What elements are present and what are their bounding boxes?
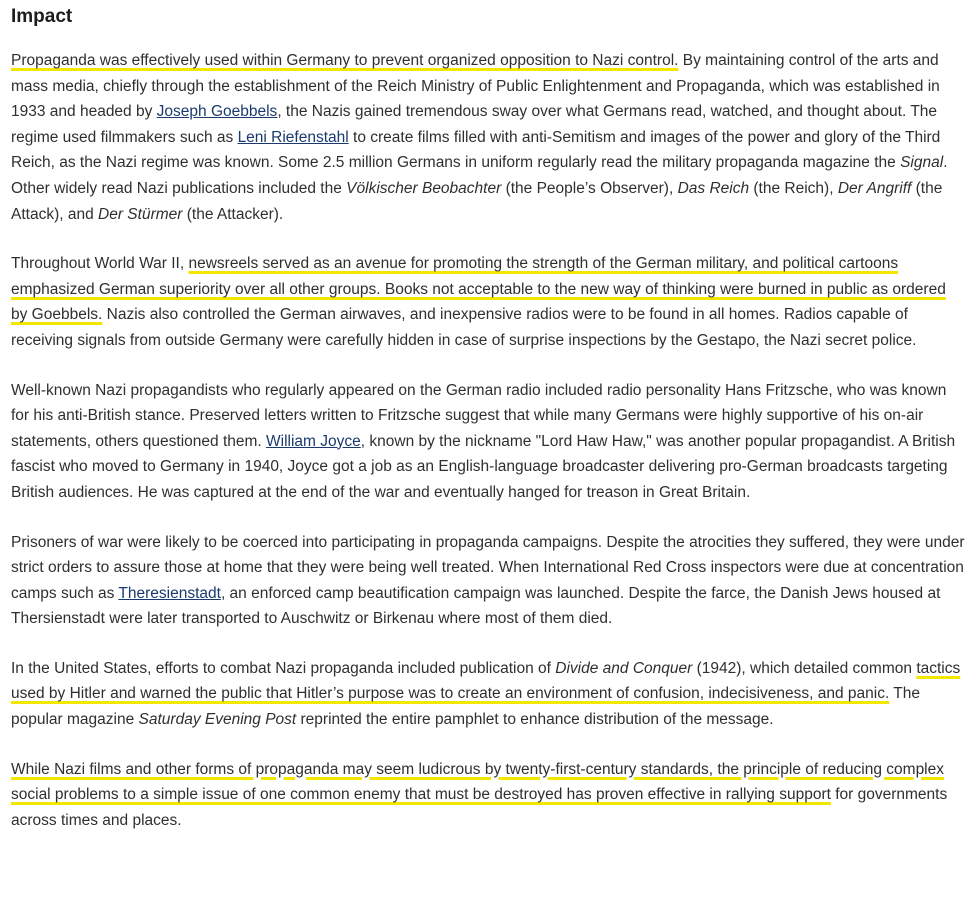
italic-title: Völkischer Beobachter (346, 179, 502, 197)
italic-title: Signal (900, 154, 944, 172)
text: , the Nazis gained tremendous sway over what Germans read, watched, and thought about. The regime used filmmakers such as (11, 103, 938, 146)
highlight: While Nazi films and other forms of propaganda may seem ludicrous by twenty-first-century standards, the principle of reducing complex social problems to a simple issue of one common enemy that must be destroyed has proven effective in rallying support (11, 760, 944, 804)
text: reprinted the entire pamphlet to enhance distribution of the message. (296, 711, 774, 729)
text: (1942), which detailed common (692, 659, 917, 677)
text: , known by the nickname "Lord Haw Haw," was another popular propagandist. A British fascist who moved to Germany in 1940, Joyce got a job as an English-language broadcaster delivering pro-German broadcasts targeting British audiences. He was captured at the end of the war and eventually hanged for treason in Great Britain. (11, 432, 956, 501)
paragraph-4 (11, 530, 965, 632)
text: for governments across times and places. (11, 786, 948, 829)
italic-title: Saturday Evening Post (138, 711, 297, 729)
text: In the United States, efforts to combat Nazi propaganda included publication of (11, 659, 556, 677)
highlight: Propaganda was effectively used within Germany to prevent organized opposition to Nazi control. (11, 52, 679, 69)
text: . Other widely read Nazi publications included the (11, 154, 948, 197)
paragraph-2 (11, 251, 965, 353)
highlight: tactics used by Hitler and warned the public that Hitler’s purpose was to create an environment of confusion, indecisiveness, and panic. (11, 659, 961, 703)
text: Prisoners of war were likely to be coerced into participating in propaganda campaigns. Despite the atrocities they suffered, they were under strict orders to assure those at home that they were being well treated. When International Red Cross inspectors were due at concentration camps such as (11, 533, 965, 602)
text: to create films filled with anti-Semitism and images of the power and glory of the Third Reich, as the Nazi regime was known. Some 2.5 million Germans in uniform regularly read the military propaganda magazine the (11, 128, 941, 172)
text: Well-known Nazi propagandists who regularly appeared on the German radio included radio personality Hans Fritzsche, who was known for his anti-British stance. Preserved letters written to Fritzsche suggest that while many Germans were highly supportive of his on-air statements, others questioned them. (11, 381, 947, 450)
text: The popular magazine (11, 685, 921, 729)
link-joseph-goebbels[interactable]: Joseph Goebbels (156, 103, 278, 121)
text: (the Attack), and (11, 179, 943, 223)
text: Throughout World War II, (11, 255, 189, 273)
link-william-joyce[interactable]: William Joyce (266, 432, 361, 450)
paragraph-3 (11, 378, 965, 506)
text: , an enforced camp beautification campaign was launched. Despite the farce, the Danish Jews housed at Thersienstadt were later transported to Auschwitz or Birkenau where most of them died. (11, 584, 941, 628)
text: By maintaining control of the arts and mass media, chiefly through the establishment of the Reich Ministry of Public Enlightenment and Propaganda, which was established in 1933 and headed by (11, 52, 940, 121)
section-heading: Impact (11, 6, 73, 27)
italic-title: Der Stürmer (98, 205, 183, 223)
italic-title: Divide and Conquer (555, 659, 693, 677)
text: Nazis also controlled the German airwaves, and inexpensive radios were to be found in all homes. Radios capable of receiving signals from outside Germany were carefully hidden in case of surprise inspections by the Gestapo, the Nazi secret police. (11, 306, 917, 349)
article (11, 4, 965, 857)
italic-title: Der Angriff (837, 179, 912, 197)
text: (the Reich), (749, 179, 838, 197)
paragraph-5 (11, 656, 965, 733)
text: (the Attacker). (182, 205, 284, 223)
italic-title: Das Reich (677, 179, 750, 197)
paragraph-6 (11, 757, 965, 834)
highlight: newsreels served as an avenue for promoting the strength of the German military, and political cartoons emphasized German superiority over all other groups. Books not acceptable to the new way of thinking were burned in public as ordered by Goebbels. (11, 255, 946, 324)
text: (the People’s Observer), (501, 179, 678, 197)
paragraph-1 (11, 48, 965, 227)
link-theresienstadt[interactable]: Theresienstadt (118, 584, 221, 602)
link-leni-riefenstahl[interactable]: Leni Riefenstahl (237, 128, 349, 146)
